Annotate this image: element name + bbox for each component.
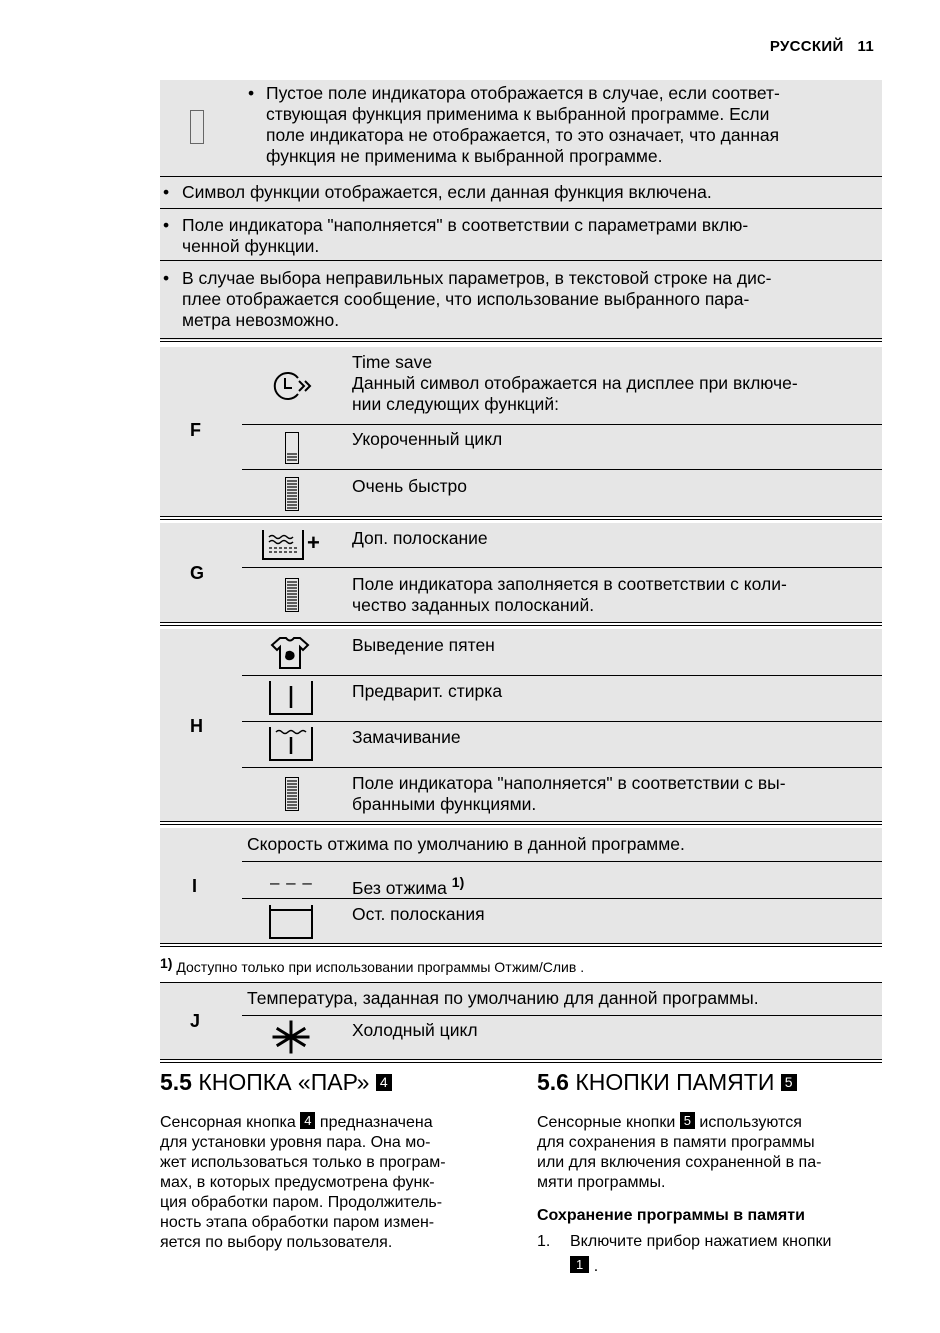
save-program-subhead: Сохранение программы в памяти: [537, 1207, 805, 1224]
section-label-h: H: [190, 716, 203, 736]
temp-default-text: Температура, заданная по умолчанию для данной программы.: [247, 988, 759, 1008]
prewash-icon: [268, 680, 314, 716]
section-label-j: J: [190, 1011, 201, 1031]
memory-badge-inline: 5: [680, 1112, 695, 1129]
section-5-5-title: 5.5 КНОПКА «ПАР» 4: [160, 1068, 392, 1096]
bullet: •: [163, 268, 170, 288]
prewash-text: Предварит. стирка: [352, 681, 503, 701]
time-save-title: Time save: [352, 352, 433, 372]
power-button-badge: 1: [570, 1256, 589, 1273]
steam-button-badge: 4: [376, 1074, 392, 1091]
no-spin-row: [352, 872, 464, 899]
steam-badge-inline: 4: [300, 1112, 315, 1129]
page-number: 11: [857, 38, 874, 55]
cold-cycle-text: Холодный цикл: [352, 1020, 478, 1040]
bullet: •: [163, 182, 170, 202]
rinse-indicator-text: Поле индикатора заполняется в соответствии с коли- чество заданных полосканий.: [352, 574, 787, 615]
stain-removal-text: Выведение пятен: [352, 635, 495, 655]
indicator-full-icon: [285, 477, 299, 511]
section-label-i: I: [192, 876, 198, 896]
page-header: [770, 38, 874, 55]
spin-default-text: Скорость отжима по умолчанию в данной программе.: [247, 834, 685, 854]
options-indicator-text: Поле индикатора "наполняется" в соответствии с вы- бранными функциями.: [352, 773, 786, 814]
section-label-f: F: [190, 420, 201, 440]
time-save-text: Time save Данный символ отображается на дисплее при включе- нии следующих функций:: [352, 352, 798, 414]
section-5-5-text: Сенсорная кнопка 4 предназначена для установки уровня пара. Она мо- жет использоваться только в програм- мах, в которых предусмотрена функ- ция обработки паром. Продолжитель- ность этапа обработки паром измен- яется по выбору пользователя.: [160, 1113, 446, 1251]
stain-removal-icon: [270, 636, 310, 670]
extra-rinse-text: Доп. полоскание: [352, 528, 488, 548]
note-fill: Поле индикатора "наполняется" в соответствии с параметрами вклю- ченной функции.: [182, 215, 749, 256]
note-wrong-params: В случае выбора неправильных параметров, в текстовой строке на дис- плее отображается сообщение, что использование выбранного пара- метра невозможно.: [182, 268, 772, 330]
soak-icon: [268, 726, 314, 762]
section-label-g: G: [190, 563, 205, 583]
short-cycle-text: Укороченный цикл: [352, 429, 503, 449]
no-spin-dashes: – – –: [270, 873, 313, 892]
indicator-options-icon: [285, 777, 299, 811]
step-badge-line: 1 .: [570, 1256, 598, 1277]
plus-sign: +: [307, 530, 320, 555]
bullet: •: [248, 83, 255, 103]
soak-text: Замачивание: [352, 727, 461, 747]
note-empty-indicator: Пустое поле индикатора отображается в случае, если соответ- ствующая функция применима к выбранной программе. Если поле индикатора не отображается, то это означает, что данная функция не применима к выбранной программе.: [266, 83, 780, 166]
indicator-short-icon: [285, 432, 299, 464]
header-language: РУССКИЙ: [769, 38, 844, 55]
footnote-mark: 1): [451, 874, 465, 890]
extra-rinse-icon: [261, 529, 305, 561]
very-fast-text: Очень быстро: [352, 476, 467, 496]
section-5-6-text: Сенсорные кнопки 5 используются для сохранения в памяти программы или для включения сохраненной в па- мяти программы.: [537, 1113, 822, 1191]
no-spin-text: Без отжима: [352, 877, 447, 898]
section-5-6-title: 5.6 КНОПКИ ПАМЯТИ 5: [537, 1068, 797, 1096]
time-save-icon: [268, 370, 316, 402]
bullet: •: [163, 215, 170, 235]
empty-indicator-icon: [190, 110, 204, 144]
rinse-hold-text: Ост. полоскания: [352, 904, 485, 924]
step-number: 1.: [537, 1233, 551, 1250]
rinse-hold-icon: [268, 904, 314, 940]
note-symbol: Символ функции отображается, если данная функция включена.: [182, 182, 712, 202]
memory-button-badge: 5: [781, 1074, 797, 1091]
step-text: Включите прибор нажатием кнопки: [570, 1233, 832, 1250]
cold-cycle-icon: [272, 1019, 310, 1055]
footnote: $^{1)}$ Доступно только при использовании программы Отжим/Слив .: [160, 955, 585, 975]
indicator-rinse-icon: [285, 578, 299, 612]
